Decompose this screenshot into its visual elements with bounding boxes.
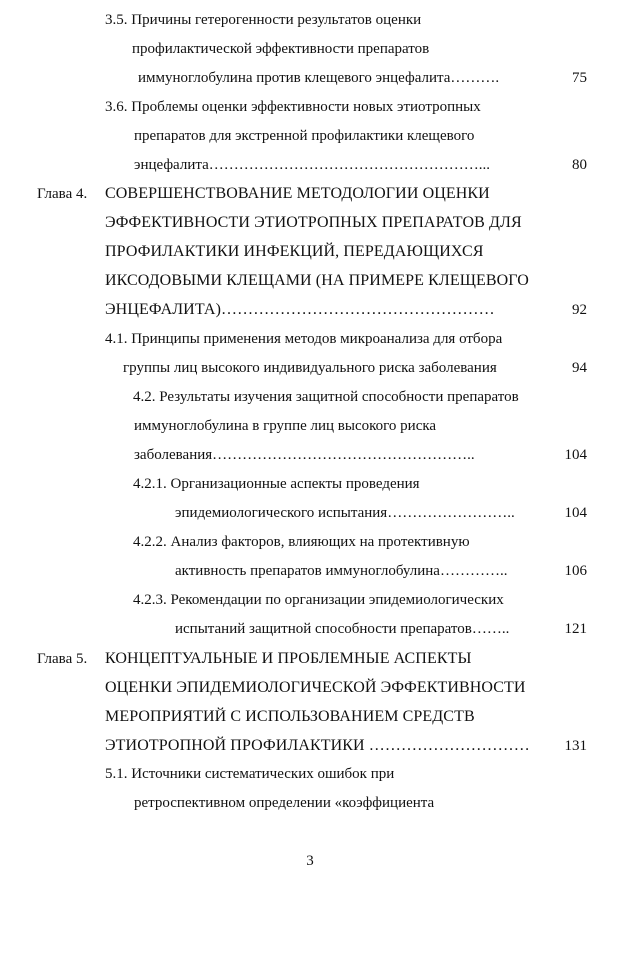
toc-entry-3-5-line-1: 3.5. Причины гетерогенности результатов оценки xyxy=(105,12,422,28)
toc-entry-4-2-2-line-1: 4.2.2. Анализ факторов, влияющих на протективную xyxy=(133,534,470,550)
toc-entry-4-2-line-3: заболевания…………………………………………….. xyxy=(134,447,475,463)
chapter-5-title-line-1: КОНЦЕПТУАЛЬНЫЕ И ПРОБЛЕМНЫЕ АСПЕКТЫ xyxy=(105,650,472,667)
toc-entry-4-2-2-line-2: активность препаратов иммуноглобулина………….. xyxy=(175,563,508,579)
chapter-4-title-line-4: ИКСОДОВЫМИ КЛЕЩАМИ (НА ПРИМЕРЕ КЛЕЩЕВОГО xyxy=(105,272,529,289)
chapter-4-title-line-2: ЭФФЕКТИВНОСТИ ЭТИОТРОПНЫХ ПРЕПАРАТОВ ДЛЯ xyxy=(105,214,522,231)
toc-page-chapter-4: 92 xyxy=(572,302,587,318)
chapter-5-title-line-4: ЭТИОТРОПНОЙ ПРОФИЛАКТИКИ ………………………… xyxy=(105,737,530,754)
chapter-5-title-line-2: ОЦЕНКИ ЭПИДЕМИОЛОГИЧЕСКОЙ ЭФФЕКТИВНОСТИ xyxy=(105,679,526,696)
toc-entry-5-1-line-1: 5.1. Источники систематических ошибок при xyxy=(105,766,395,782)
chapter-4-title-line-1: СОВЕРШЕНСТВОВАНИЕ МЕТОДОЛОГИИ ОЦЕНКИ xyxy=(105,185,490,202)
chapter-4-label: Глава 4. xyxy=(37,186,88,202)
toc-entry-4-2-1-line-1: 4.2.1. Организационные аспекты проведения xyxy=(133,476,420,492)
toc-entry-5-1-line-2: ретроспективном определении «коэффициента xyxy=(134,795,435,811)
page-number: 3 xyxy=(306,853,314,869)
toc-page-4-2-3: 121 xyxy=(564,621,587,637)
toc-entry-4-1-line-2: группы лиц высокого индивидуального риска заболевания xyxy=(123,360,497,376)
toc-entry-3-5-line-3: иммуноглобулина против клещевого энцефалита………. xyxy=(138,70,500,86)
toc-entry-3-6-line-1: 3.6. Проблемы оценки эффективности новых этиотропных xyxy=(105,99,481,115)
chapter-4-title-line-5: ЭНЦЕФАЛИТА)…………………………………………… xyxy=(105,301,495,318)
toc-page-3-6: 80 xyxy=(572,157,587,173)
toc-page-4-2: 104 xyxy=(564,447,587,463)
chapter-5-label: Глава 5. xyxy=(37,651,88,667)
toc-entry-4-2-1-line-2: эпидемиологического испытания…………………….. xyxy=(175,505,515,521)
toc-page-4-1: 94 xyxy=(572,360,587,376)
toc-entry-3-5-line-2: профилактической эффективности препаратов xyxy=(132,41,430,57)
toc-entry-4-1-line-1: 4.1. Принципы применения методов микроанализа для отбора xyxy=(105,331,503,347)
toc-page-chapter-5: 131 xyxy=(564,738,587,754)
toc-page-4-2-1: 104 xyxy=(564,505,587,521)
chapter-5-title-line-3: МЕРОПРИЯТИЙ С ИСПОЛЬЗОВАНИЕМ СРЕДСТВ xyxy=(105,708,475,725)
toc-entry-3-6-line-3: энцефалита………………………………………………... xyxy=(134,157,491,173)
toc-page-3-5: 75 xyxy=(572,70,587,86)
chapter-4-title-line-3: ПРОФИЛАКТИКИ ИНФЕКЦИЙ, ПЕРЕДАЮЩИХСЯ xyxy=(105,243,484,260)
toc-entry-4-2-line-2: иммуноглобулина в группе лиц высокого риска xyxy=(134,418,437,434)
toc-entry-4-2-3-line-1: 4.2.3. Рекомендации по организации эпидемиологических xyxy=(133,592,504,608)
toc-entry-3-6-line-2: препаратов для экстренной профилактики клещевого xyxy=(134,128,475,144)
toc-entry-4-2-line-1: 4.2. Результаты изучения защитной способности препаратов xyxy=(133,389,519,405)
toc-entry-4-2-3-line-2: испытаний защитной способности препаратов…….. xyxy=(175,621,510,637)
toc-page-4-2-2: 106 xyxy=(564,563,587,579)
